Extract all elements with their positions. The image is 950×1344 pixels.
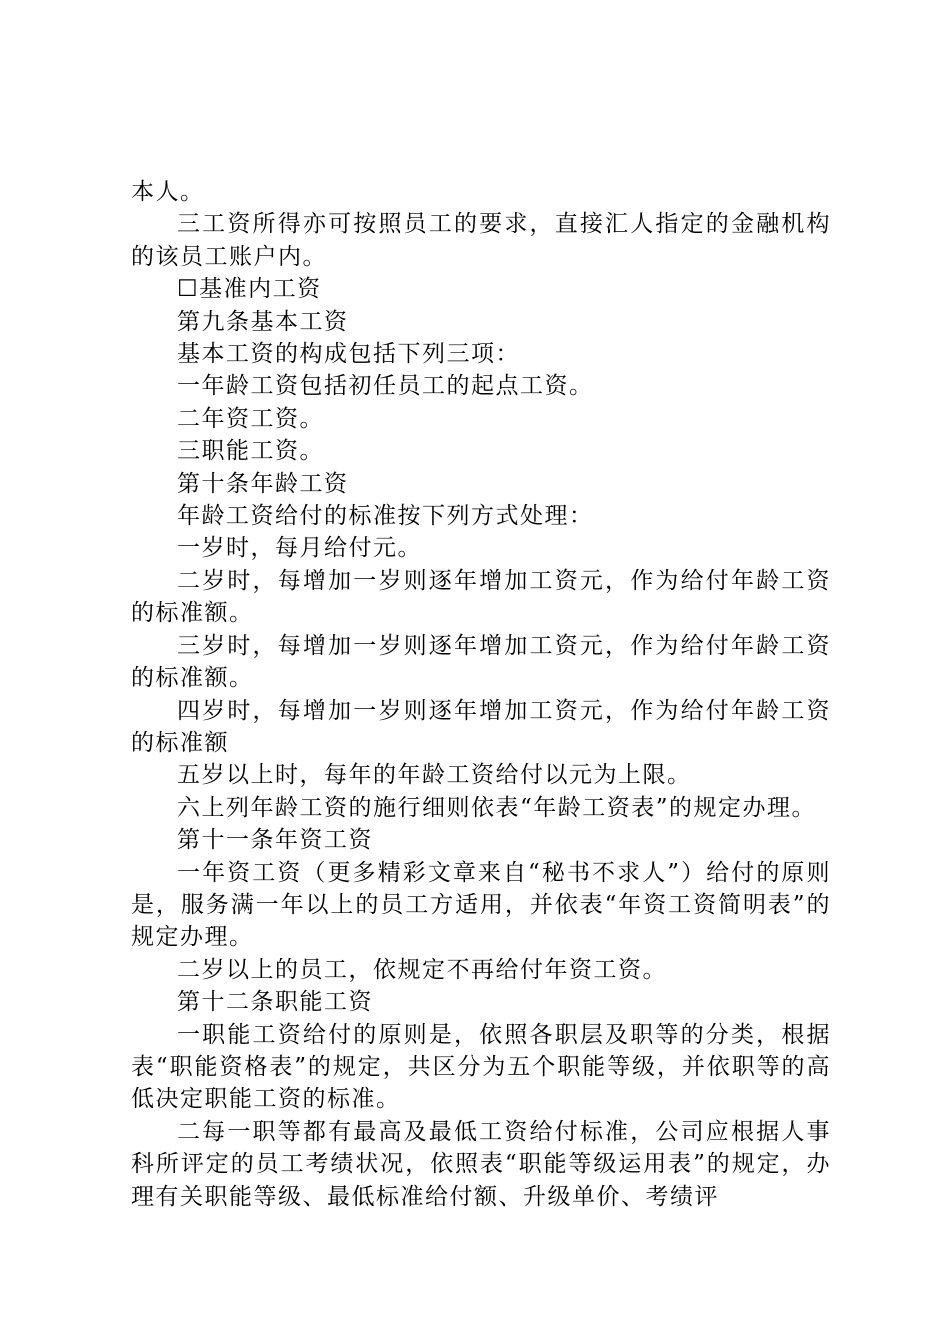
article-12-heading: 第十二条职能工资 <box>177 989 373 1016</box>
paragraph-11: 一岁时，每月给付元。 <box>177 535 422 562</box>
paragraph-2: 三工资所得亦可按照员工的要求，直接汇人指定的金融机构的该员工账户内。 <box>131 211 831 270</box>
paragraph-21: 一职能工资给付的原则是，依照各职层及职等的分类，根据表“职能资格表”的规定，共区分为五个职能等级，并依职等的高低决定职能工资的标准。 <box>131 1021 831 1113</box>
article-10-heading: 第十条年龄工资 <box>177 470 349 497</box>
paragraph-16: 六上列年龄工资的施行细则依表“年龄工资表”的规定办理。 <box>177 794 817 821</box>
paragraph-10: 年龄工资给付的标准按下列方式处理： <box>177 503 594 530</box>
paragraph-14: 四岁时，每增加一岁则逐年增加工资元，作为给付年龄工资的标准额 <box>131 697 831 756</box>
document-body <box>131 176 831 1213</box>
paragraph-13: 三岁时，每增加一岁则逐年增加工资元，作为给付年龄工资的标准额。 <box>131 632 831 692</box>
paragraph-22: 二每一职等都有最高及最低工资给付标准，公司应根据人事科所评定的员工考绩状况，依照表“职能等级运用表”的规定，办理有关职能等级、最低标准给付额、升级单价、考绩评 <box>131 1118 831 1210</box>
article-11-heading: 第十一条年资工资 <box>177 827 373 854</box>
section-heading-basic-salary-standard: ☐基准内工资 <box>177 276 322 303</box>
paragraph-12: 二岁时，每增加一岁则逐年增加工资元，作为给付年龄工资的标准额。 <box>131 567 831 627</box>
paragraph-18: 一年资工资（更多精彩文章来自“秘书不求人”）给付的原则是，服务满一年以上的员工方适用，并依表“年资工资简明表”的规定办理。 <box>131 859 831 951</box>
paragraph-6: 一年龄工资包括初任员工的起点工资。 <box>177 373 594 400</box>
paragraph-5: 基本工资的构成包括下列三项： <box>177 341 520 368</box>
paragraph-15: 五岁以上时，每年的年龄工资给付以元为上限。 <box>177 762 692 789</box>
paragraph-1: 本人。 <box>131 179 205 205</box>
paragraph-19: 二岁以上的员工，依规定不再给付年资工资。 <box>177 956 667 983</box>
article-9-heading: 第九条基本工资 <box>177 308 349 335</box>
paragraph-7: 二年资工资。 <box>177 405 324 432</box>
paragraph-8: 三职能工资。 <box>177 438 324 465</box>
